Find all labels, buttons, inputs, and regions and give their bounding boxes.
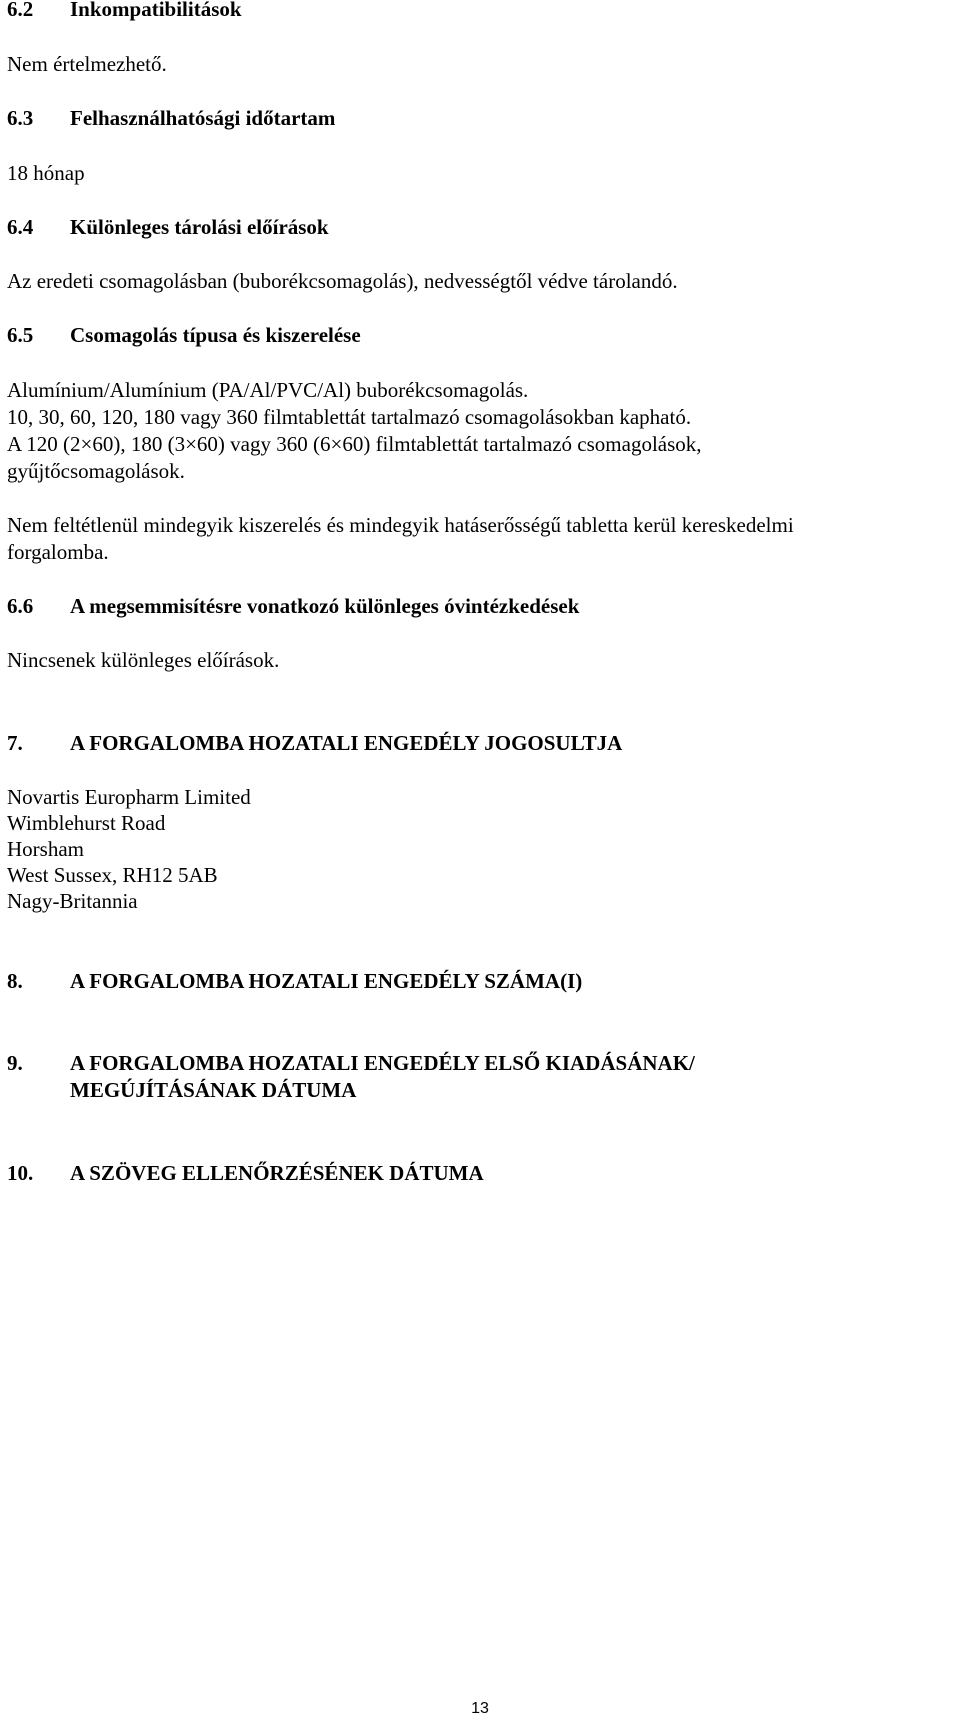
- section-heading-6-6: [7, 593, 579, 620]
- section-number: 6.5: [7, 323, 34, 347]
- section-body-6-3: 18 hónap: [7, 161, 85, 185]
- section-heading-8: [7, 968, 582, 995]
- section-heading-6-3: [7, 105, 335, 132]
- page-number: 13: [471, 1700, 489, 1717]
- section-title: Felhasználhatósági időtartam: [70, 106, 336, 130]
- section-title: A megsemmisítésre vonatkozó különleges óvintézkedések: [70, 594, 580, 618]
- section-heading-7: [7, 730, 622, 757]
- section-title: A FORGALOMBA HOZATALI ENGEDÉLY SZÁMA(I): [70, 969, 583, 993]
- address-line: Novartis Europharm Limited: [7, 785, 251, 809]
- section-number: 6.4: [7, 215, 34, 239]
- section-body-6-6: Nincsenek különleges előírások.: [7, 648, 280, 672]
- section-number: 6.6: [7, 594, 34, 618]
- packaging-note-line: forgalomba.: [7, 540, 109, 564]
- section-heading-6-5: [7, 322, 361, 349]
- section-number: 10.: [7, 1161, 34, 1185]
- section-number: 8.: [7, 969, 23, 993]
- address-line: Horsham: [7, 837, 84, 861]
- packaging-line: gyűjtőcsomagolások.: [7, 459, 185, 483]
- address-line: West Sussex, RH12 5AB: [7, 863, 218, 887]
- section-number: 7.: [7, 731, 23, 755]
- packaging-line: Alumínium/Alumínium (PA/Al/PVC/Al) buborékcsomagolás.: [7, 378, 529, 402]
- section-heading-10: [7, 1160, 484, 1187]
- section-heading-6-4: [7, 214, 329, 241]
- section-heading-9: [7, 1050, 695, 1077]
- section-number: 9.: [7, 1051, 23, 1075]
- section-heading-9-continued: [7, 1077, 356, 1104]
- address-line: Wimblehurst Road: [7, 811, 166, 835]
- section-heading-6-2: [7, 0, 242, 23]
- section-title: Csomagolás típusa és kiszerelése: [70, 323, 361, 347]
- section-title: A SZÖVEG ELLENŐRZÉSÉNEK DÁTUMA: [70, 1161, 484, 1185]
- section-title: Különleges tárolási előírások: [70, 215, 329, 239]
- section-body-6-4: Az eredeti csomagolásban (buborékcsomagolás), nedvességtől védve tárolandó.: [7, 269, 678, 293]
- section-title: Inkompatibilitások: [70, 0, 242, 21]
- section-number: 6.3: [7, 106, 34, 130]
- section-body-6-2: Nem értelmezhető.: [7, 52, 167, 76]
- section-title: A FORGALOMBA HOZATALI ENGEDÉLY JOGOSULTJA: [70, 731, 623, 755]
- section-title-continued: MEGÚJÍTÁSÁNAK DÁTUMA: [70, 1078, 357, 1102]
- address-line: Nagy-Britannia: [7, 889, 138, 913]
- packaging-line: 10, 30, 60, 120, 180 vagy 360 filmtablettát tartalmazó csomagolásokban kapható.: [7, 405, 692, 429]
- packaging-line: A 120 (2×60), 180 (3×60) vagy 360 (6×60) filmtablettát tartalmazó csomagolások,: [7, 432, 702, 456]
- section-number: 6.2: [7, 0, 34, 21]
- packaging-note-line: Nem feltétlenül mindegyik kiszerelés és mindegyik hatáserősségű tabletta kerül kereskedelmi: [7, 513, 794, 537]
- section-title: A FORGALOMBA HOZATALI ENGEDÉLY ELSŐ KIADÁSÁNAK/: [70, 1051, 695, 1075]
